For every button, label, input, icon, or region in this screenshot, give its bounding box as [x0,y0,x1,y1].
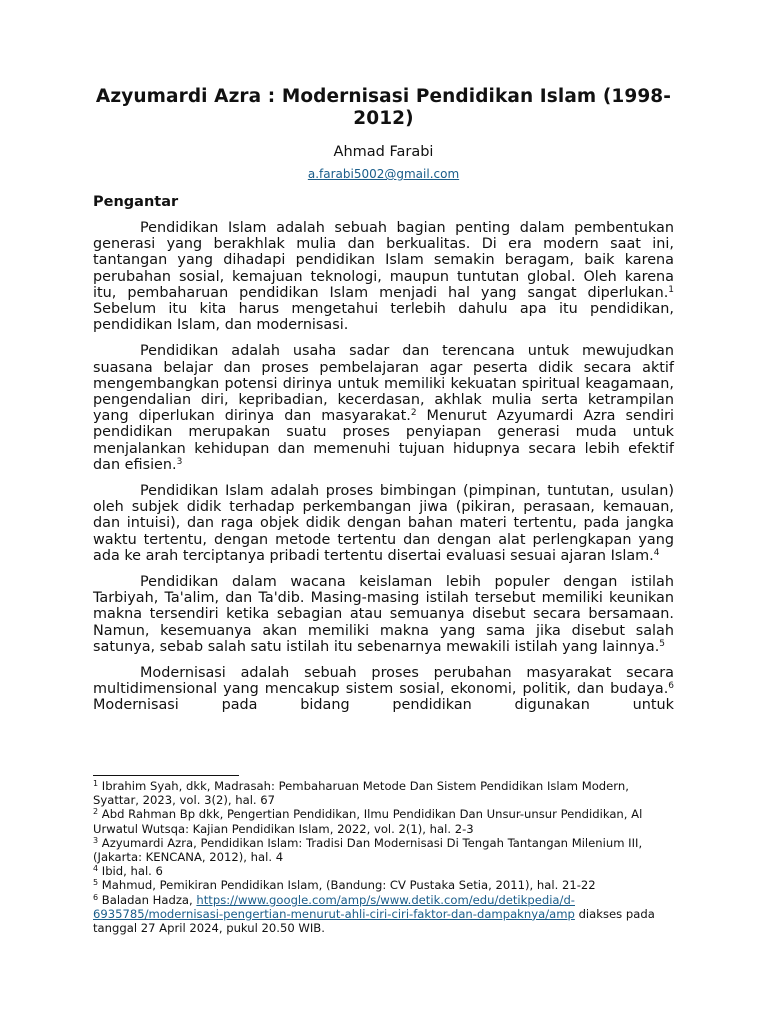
footnote-link[interactable]: https://www.google.com/amp/s/www.detik.com/edu/detikpedia/d-6935785/modernisasi-pengertian-menurut-ahli-ciri-ciri-faktor-dan-dampaknya/amp [93,892,575,921]
body-paragraph [93,343,674,473]
footnote-number: 1 [93,779,99,788]
footnote-marker[interactable]: 6 [668,681,674,692]
footnote [93,893,674,936]
footnote [93,878,674,892]
paragraph-text: Pendidikan dalam wacana keislaman lebih populer dengan istilah Tarbiyah, Ta'alim, dan Ta'dib. Masing-masing istilah tersebut memiliki keunikan makna tersendiri ketika sebagian atau semuanya disebut secara bersamaan. Namun, kesemuanya akan memiliki makna yang sama jika disebut salah satunya, sebab salah satu istilah itu sebenarnya mewakili istilah yang lainnya. [93,574,674,655]
document-body [93,86,674,714]
paragraph-text: Sebelum itu kita harus mengetahui terlebih dahulu apa itu pendidikan, pendidikan Islam, dan modernisasi. [93,301,674,334]
footnote-text: Azyumardi Azra, Pendidikan Islam: Tradisi Dan Modernisasi Di Tengah Tantangan Milenium III, (Jakarta: KENCANA, 2012), hal. 4 [93,835,643,865]
footnote [93,836,674,864]
paragraph-text: Modernisasi adalah sebuah proses perubahan masyarakat secara multidimensional yang mencakup sistem sosial, ekonomi, politik, dan budaya. [93,665,674,698]
body-paragraph [93,483,674,564]
footnote-number: 3 [93,835,99,845]
body-paragraphs [93,220,674,714]
footnote-text: Ibrahim Syah, dkk, Madrasah: Pembaharuan Metode Dan Sistem Pendidikan Islam Modern, Syattar, 2023, vol. 3(2), hal. 67 [93,779,629,808]
paragraph-text: Pendidikan Islam adalah sebuah bagian penting dalam pembentukan generasi yang berakhlak mulia dan berkualitas. Di era modern saat ini, tantangan yang dihadapi pendidikan Islam semakin beragam, baik karena perubahan sosial, kemajuan teknologi, maupun tuntutan global. Oleh karena itu, pembaharuan pendidikan Islam menjadi hal yang sangat diperlukan. [93,220,674,301]
footnote-number: 4 [93,864,99,874]
footnote-marker[interactable]: 5 [659,638,666,649]
footnote-marker[interactable]: 3 [176,456,183,467]
section-heading: Pengantar [93,194,179,210]
paragraph-text: Menurut Azyumardi Azra sendiri pendidikan merupakan suatu proses penyiapan generasi muda untuk menjalankan kehidupan dan memenuhi tujuan hidupnya secara lebih efektif dan efisien. [93,408,674,473]
footnote-marker[interactable]: 4 [653,547,660,558]
body-paragraph [93,220,674,333]
footnote-text: Ibid, hal. 6 [98,864,163,879]
paragraph-text: Pendidikan adalah usaha sadar dan terencana untuk mewujudkan suasana belajar dan proses pembelajaran agar peserta didik secara aktif mengembangkan potensi dirinya untuk memiliki kekuatan spiritual keagamaan, pengendalian diri, kepribadian, kecerdasan, akhlak mulia serta ketrampilan yang diperlukan dirinya dan masyarakat. [93,343,674,425]
footnotes [93,779,674,935]
footnote-marker[interactable]: 1 [668,284,674,295]
footnote-text: Mahmud, Pemikiran Pendidikan Islam, (Bandung: CV Pustaka Setia, 2011), hal. 21-22 [98,878,596,893]
paper-title: Azyumardi Azra : Modernisasi Pendidikan Islam (1998-2012) [95,86,672,129]
footnote [93,864,674,878]
footnote [93,779,674,807]
footnote-number: 6 [93,892,99,902]
footnote-separator [93,775,239,776]
footnote-marker[interactable]: 2 [410,408,417,419]
body-paragraph [93,665,674,714]
paragraph-text: Modernisasi pada bidang pendidikan digunakan untuk [93,697,674,714]
footnote-text: diakses pada tanggal 27 April 2024, pukul 20.50 WIB. [93,906,655,936]
author-name: Ahmad Farabi [333,144,434,160]
footnote-number: 2 [93,807,99,817]
footnote-number: 5 [93,878,99,888]
footnote-text: Abd Rahman Bp dkk, Pengertian Pendidikan, Ilmu Pendidikan Dan Unsur-unsur Pendidikan, Al Urwatul Wutsqa: Kajian Pendidikan Islam, 2022, vol. 2(1), hal. 2-3 [93,807,643,836]
body-paragraph [93,574,674,655]
footnote [93,807,674,835]
footnote-text: Baladan Hadza, [98,892,197,907]
author-email-link[interactable]: a.farabi5002@gmail.com [307,167,460,181]
author-email [93,167,674,182]
paragraph-text: Pendidikan Islam adalah proses bimbingan (pimpinan, tuntutan, usulan) oleh subjek didik terhadap perkembangan jiwa (pikiran, perasaan, kemauan, dan intuisi), dan raga objek didik dengan bahan materi tertentu, pada jangka waktu tertentu, dengan metode tertentu dan dengan alat perlengkapan yang ada ke arah terciptanya pribadi tertentu disertai evaluasi sesuai ajaran Islam. [93,483,674,564]
